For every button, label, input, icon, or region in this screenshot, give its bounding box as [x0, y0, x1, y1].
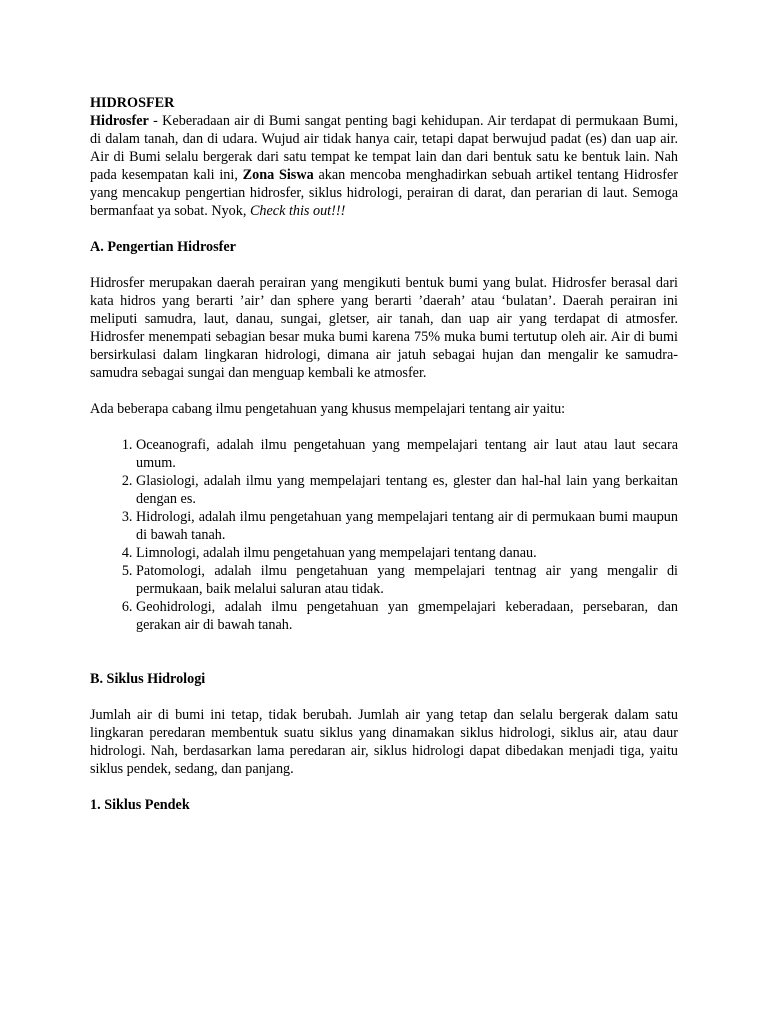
list-item: 1. Oceanografi, adalah ilmu pengetahuan yang mempelajari tentang air laut atau laut secara umum.	[136, 436, 678, 472]
list-item: 3. Hidrologi, adalah ilmu pengetahuan yang mempelajari tentang air di permukaan bumi maupun di bawah tanah.	[136, 508, 678, 544]
section-a-paragraph-2: Ada beberapa cabang ilmu pengetahuan yang khusus mempelajari tentang air yaitu:	[90, 401, 566, 417]
intro-text-part2: akan mencoba menghadirkan sebuah artikel tentang Hidrosfer yang mencakup pengertian hidrosfer, siklus hidrologi, perairan di darat, dan perarian di laut. Semoga bermanfaat ya sobat. Nyok,	[90, 167, 679, 219]
section-b-heading: B. Siklus Hidrologi	[90, 671, 206, 687]
intro-text-part1: - Keberadaan air di Bumi sangat penting bagi kehidupan. Air terdapat di permukaan Bumi, di dalam tanah, dan di udara. Wujud air tidak hanya cair, tetapi dapat berwujud padat (es) dan uap air. Air di Bumi selalu bergerak dari satu tempat ke tempat lain dan dari bentuk satu ke bentuk lain. Nah pada kesempatan kali ini,	[90, 113, 678, 183]
list-item: 4. Limnologi, adalah ilmu pengetahuan yang mempelajari tentang danau.	[136, 544, 678, 562]
section-a-paragraph-1: Hidrosfer merupakan daerah perairan yang mengikuti bentuk bumi yang bulat. Hidrosfer berasal dari kata hidros yang berarti ’air’ dan sphere yang berarti ’daerah’ atau ‘bulatan’. Daerah perairan ini meliputi samudra, laut, danau, sungai, gletser, air tanah, dan uap air yang terdapat di atmosfer. Hidrosfer menempati sebagian besar muka bumi karena 75% muka bumi tertutup oleh air. Air di bumi bersirkulasi dalam lingkaran hidrologi, dimana air jatuh sebagai hujan dan mengalir ke samudra-samudra sebagai sungai dan menguap kembali ke atmosfer.	[90, 275, 678, 381]
section-b-paragraph-1: Jumlah air di bumi ini tetap, tidak berubah. Jumlah air yang tetap dan selalu bergerak dalam satu lingkaran peredaran membentuk suatu siklus yang dinamakan siklus hidrologi, siklus air, atau daur hidrologi. Nah, berdasarkan lama peredaran air, siklus hidrologi dapat dibedakan menjadi tiga, yaitu siklus pendek, sedang, dan panjang.	[90, 707, 678, 777]
section-a-heading: A. Pengertian Hidrosfer	[90, 239, 236, 255]
section-b-subheading: 1. Siklus Pendek	[90, 797, 190, 813]
intro-brand-name: Zona Siswa	[242, 167, 314, 183]
list-item: 2. Glasiologi, adalah ilmu yang mempelajari tentang es, glester dan hal-hal lain yang berkaitan dengan es.	[136, 472, 678, 508]
document-title: HIDROSFER	[90, 95, 175, 111]
intro-lead-term: Hidrosfer	[90, 113, 149, 129]
list-item: 5. Patomologi, adalah ilmu pengetahuan yang mempelajari tentnag air yang mengalir di permukaan, baik melalui saluran atau tidak.	[136, 562, 678, 598]
intro-italic-end: Check this out!!!	[249, 203, 346, 219]
list-item: 6. Geohidrologi, adalah ilmu pengetahuan yan gmempelajari keberadaan, persebaran, dan gerakan air di bawah tanah.	[136, 598, 678, 634]
branches-of-science-list	[90, 436, 678, 634]
document-page	[90, 94, 678, 814]
intro-paragraph	[90, 112, 678, 220]
